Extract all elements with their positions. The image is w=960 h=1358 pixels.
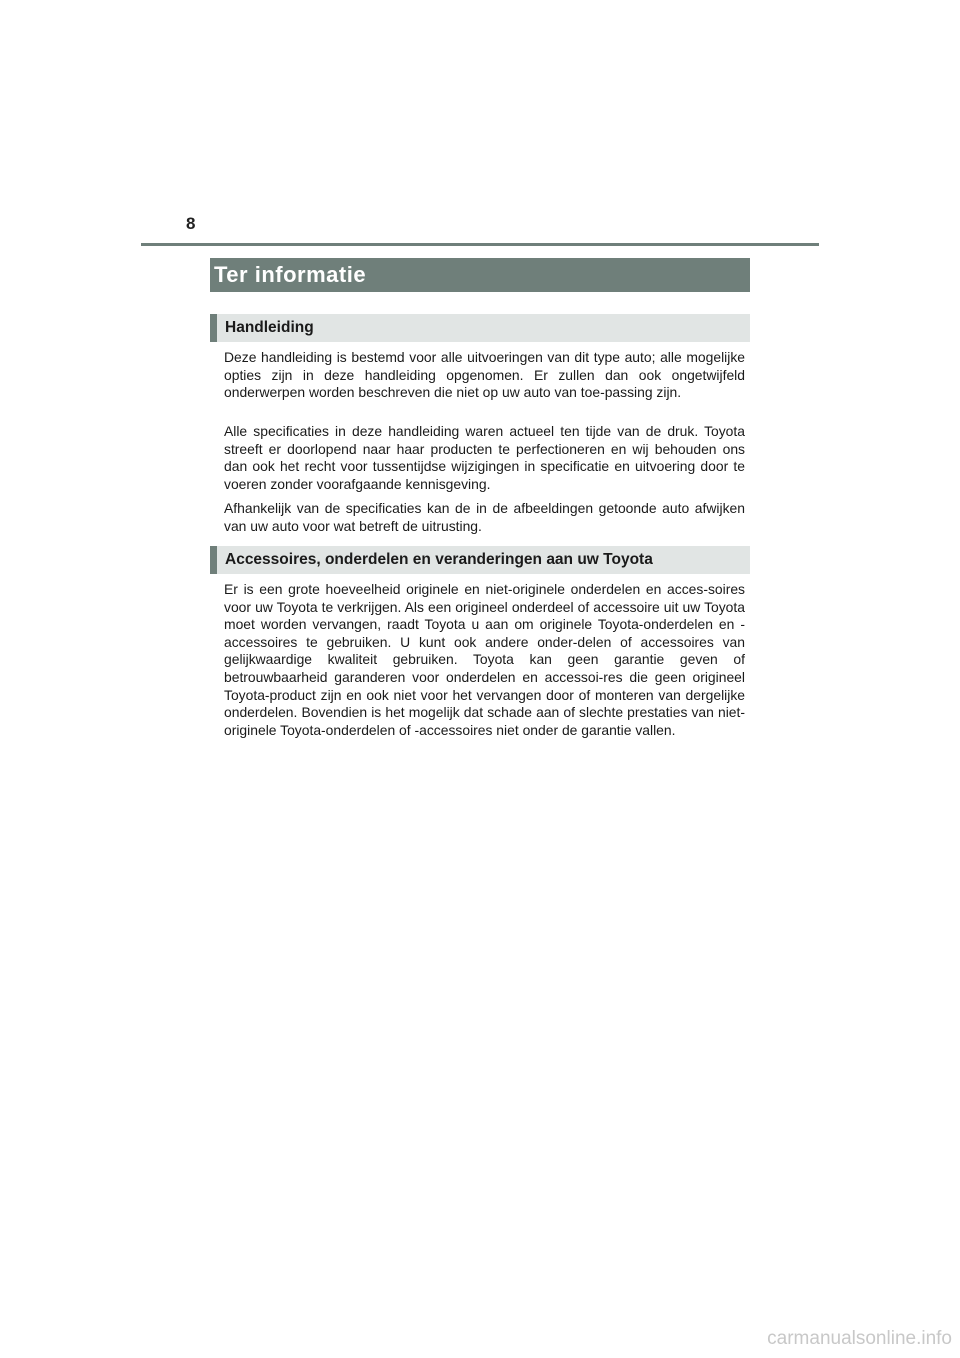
- watermark[interactable]: carmanualsonline.info: [767, 1328, 952, 1349]
- chapter-title: Ter informatie: [214, 262, 367, 287]
- paragraph: Afhankelijk van de specificaties kan de in de afbeeldingen getoonde auto afwijken van uw auto voor wat betreft de uitrusting.: [224, 500, 745, 534]
- section-header-accessoires: [210, 546, 750, 574]
- top-rule: [141, 243, 819, 246]
- paragraph: Deze handleiding is bestemd voor alle uitvoeringen van dit type auto; alle mogelijke opties zijn in deze handleiding opgenomen. Er zullen dan ook ongetwijfeld onderwerpen worden beschreven die niet op uw auto van toe-passing zijn.: [224, 349, 745, 401]
- paragraph: Alle specificaties in deze handleiding waren actueel ten tijde van de druk. Toyota streeft er doorlopend naar haar producten te perfectioneren en wij behouden ons dan ook het recht voor tussentijdse wijzigingen in specificatie en uitvoering door te voeren zonder voorafgaande kennisgeving.: [224, 423, 745, 492]
- section-header-handleiding: [210, 314, 750, 342]
- section-title: Handleiding: [225, 319, 314, 336]
- section-title: Accessoires, onderdelen en veranderingen aan uw Toyota: [225, 551, 653, 568]
- chapter-header: [210, 258, 750, 292]
- paragraph: Er is een grote hoeveelheid originele en niet-originele onderdelen en acces-soires voor uw Toyota te verkrijgen. Als een origineel onderdeel of accessoire uit uw Toyota moet worden vervangen, raadt Toyota u aan om originele Toyota-onderdelen en -accessoires te gebruiken. U kunt ook andere onder-delen of accessoires van gelijkwaardige kwaliteit gebruiken. Toyota kan geen garantie geven of betrouwbaarheid garanderen voor onderdelen en accessoi-res die geen origineel Toyota-product zijn en ook niet voor het vervangen door of monteren van dergelijke onderdelen. Bovendien is het mogelijk dat schade aan of slechte prestaties van niet-originele Toyota-onderdelen of -accessoires niet onder de garantie vallen.: [224, 581, 745, 738]
- page-number: 8: [186, 214, 196, 233]
